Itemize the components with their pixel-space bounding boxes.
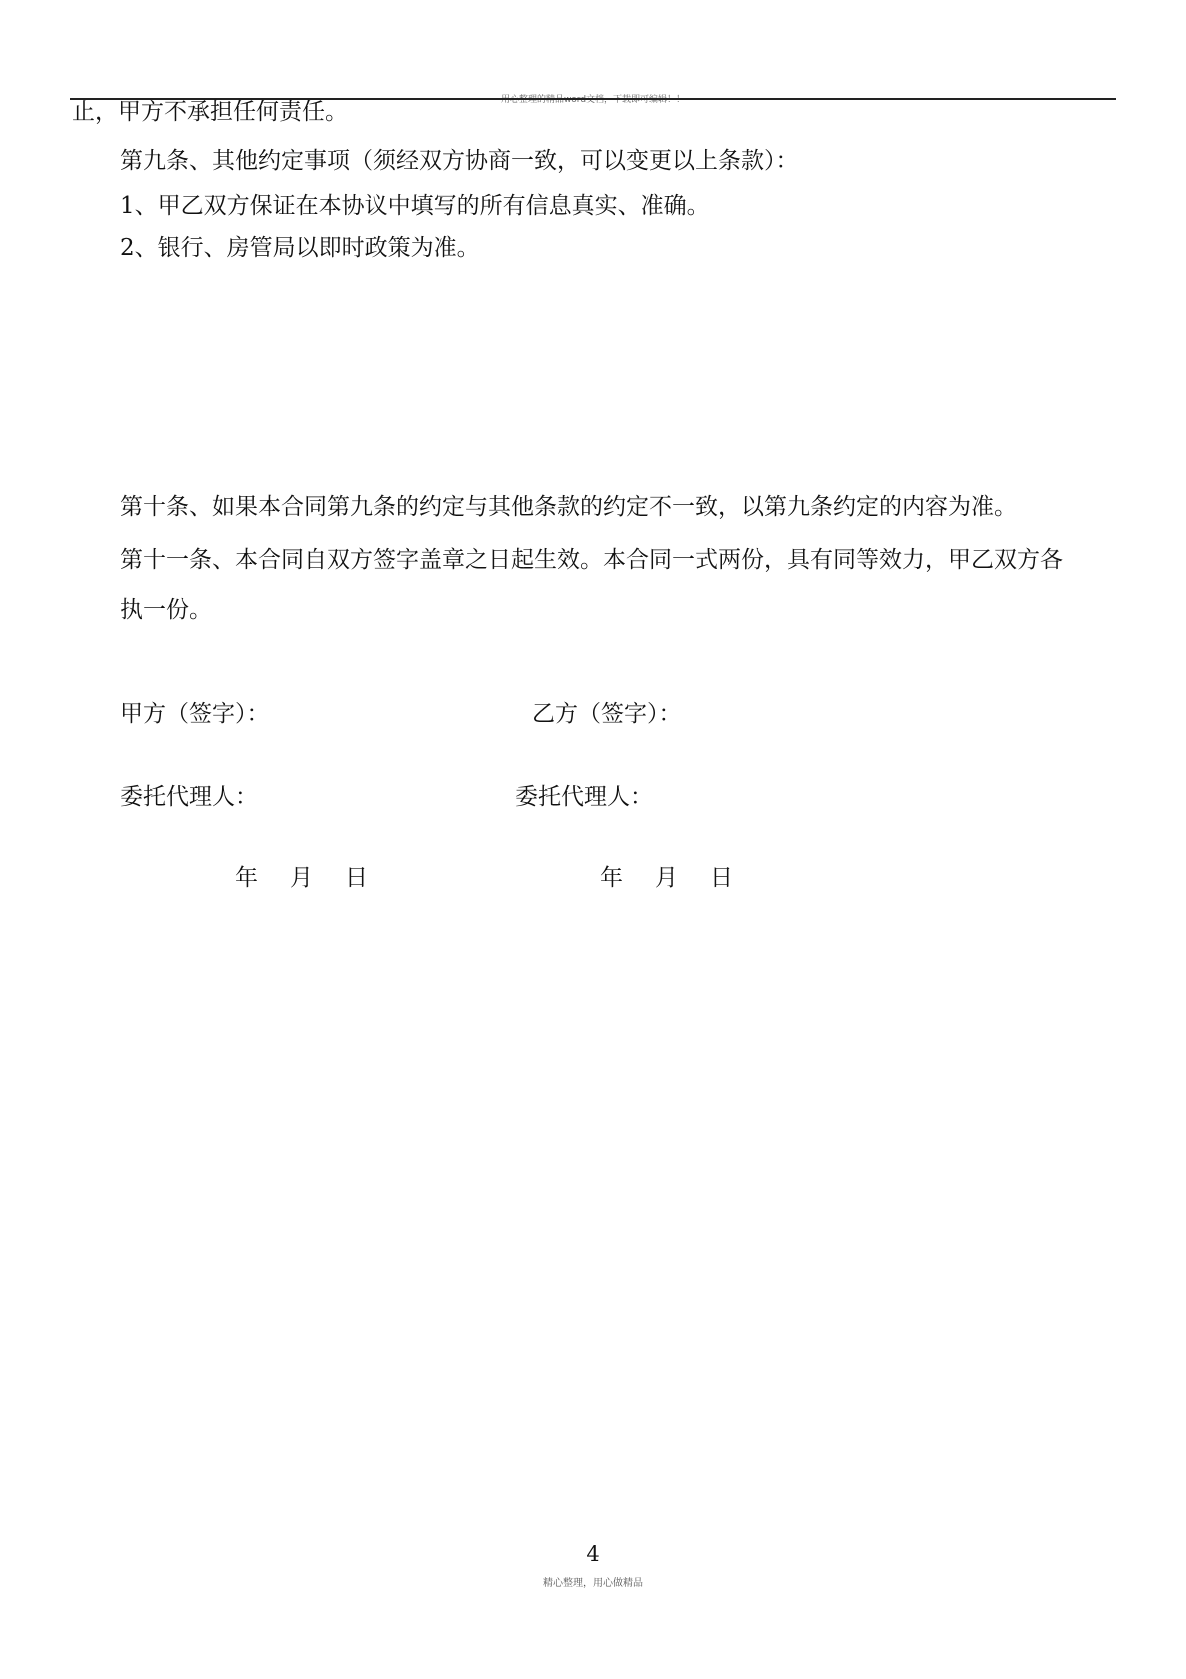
date-month: 月	[655, 865, 678, 891]
page-number: 4	[586, 1542, 600, 1566]
article-9-item-2: 2、银行、房管局以即时政策为准。	[120, 235, 480, 261]
footer-note: 精心整理，用心做精品	[543, 1578, 643, 1589]
date-month: 月	[290, 865, 313, 891]
article-9: 第九条、其他约定事项（须经双方协商一致，可以变更以上条款）：	[120, 148, 799, 174]
date-year: 年	[600, 865, 623, 891]
party-a-agent-label: 委托代理人：	[120, 784, 258, 810]
continuation-text: 止，甲方不承担任何责任。	[72, 99, 348, 125]
date-day: 日	[710, 865, 733, 891]
party-b-date	[600, 863, 733, 893]
article-10: 第十条、如果本合同第九条的约定与其他条款的约定不一致，以第九条约定的内容为准。	[120, 494, 1017, 520]
party-a-date	[235, 863, 368, 893]
header-note: 用心整理的精品word文档，下载即可编辑！！	[500, 95, 686, 105]
article-11-line-1: 第十一条、本合同自双方签字盖章之日起生效。本合同一式两份，具有同等效力，甲乙双方各	[120, 547, 1063, 573]
article-9-item-1: 1、甲乙双方保证在本协议中填写的所有信息真实、准确。	[120, 193, 710, 219]
article-11-line-2: 执一份。	[120, 597, 212, 623]
party-a-signature-label: 甲方（签字）：	[120, 701, 270, 727]
date-year: 年	[235, 865, 258, 891]
date-day: 日	[345, 865, 368, 891]
party-b-signature-label: 乙方（签字）：	[532, 701, 682, 727]
party-b-agent-label: 委托代理人：	[515, 784, 653, 810]
